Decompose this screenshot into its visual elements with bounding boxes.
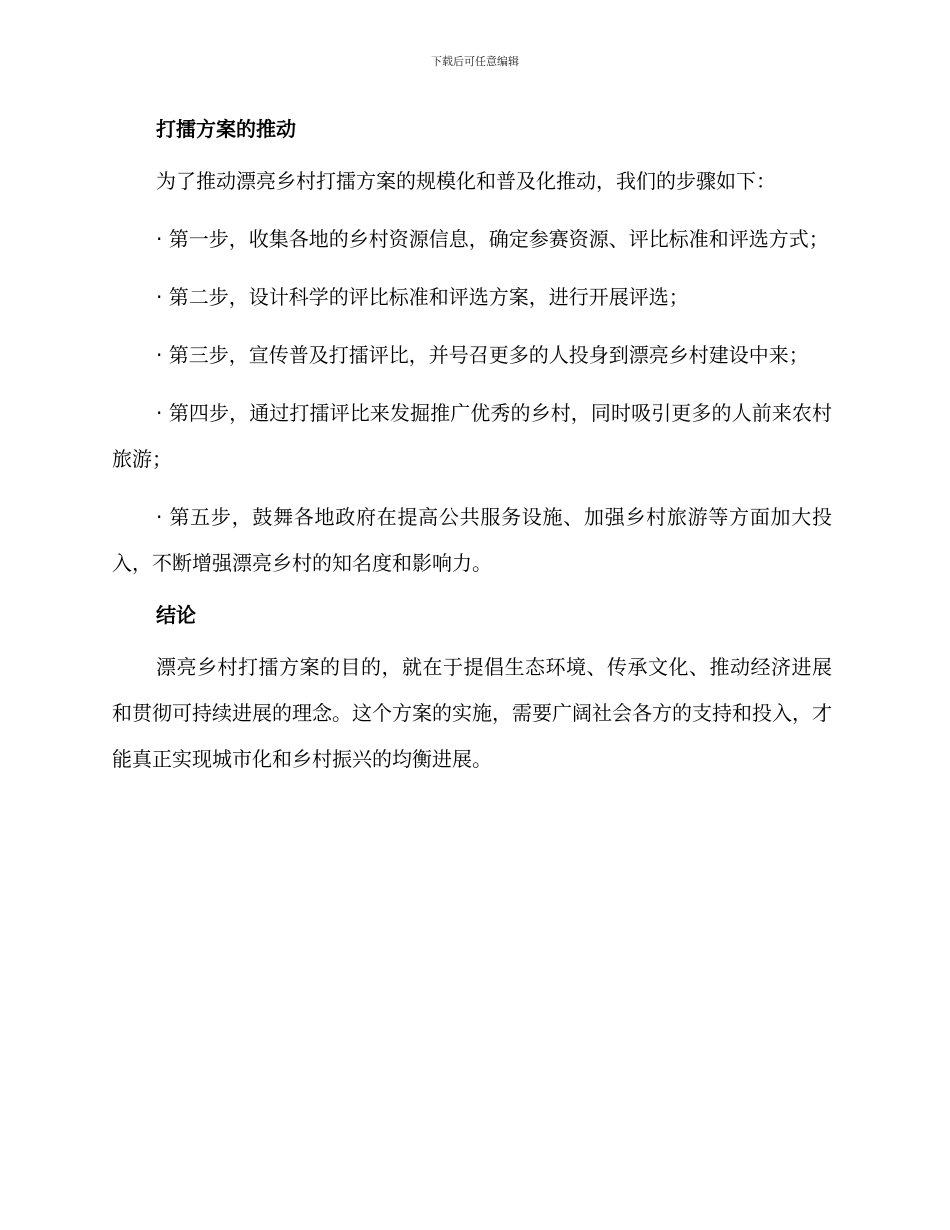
page-header: 下载后可任意编辑 — [431, 55, 519, 68]
step-item: · 第三步，宣传普及打擂评比，并号召更多的人投身到漂亮乡村建设中来； — [156, 343, 809, 367]
step-item: · 第五步，鼓舞各地政府在提高公共服务设施、加强乡村旅游等方面加大投入，不断增强漂亮乡村的知名度和影响力。 — [112, 505, 832, 575]
section-heading-conclusion: 结论 — [156, 603, 196, 627]
conclusion-paragraph: 漂亮乡村打擂方案的目的，就在于提倡生态环境、传承文化、推动经济进展和贯彻可持续进展的理念。这个方案的实施，需要广阔社会各方的支持和投入，才能真正实现城市化和乡村振兴的均衡进展。 — [112, 655, 832, 771]
step-item: · 第二步，设计科学的评比标准和评选方案，进行开展评选； — [156, 285, 689, 309]
step-item: · 第一步，收集各地的乡村资源信息，确定参赛资源、评比标准和评选方式； — [156, 227, 829, 251]
document-body — [112, 112, 832, 794]
intro-paragraph: 为了推动漂亮乡村打擂方案的规模化和普及化推动，我们的步骤如下： — [156, 169, 776, 193]
section-heading-promotion: 打擂方案的推动 — [156, 117, 296, 141]
step-item: · 第四步，通过打擂评比来发掘推广优秀的乡村，同时吸引更多的人前来农村旅游； — [112, 401, 832, 471]
